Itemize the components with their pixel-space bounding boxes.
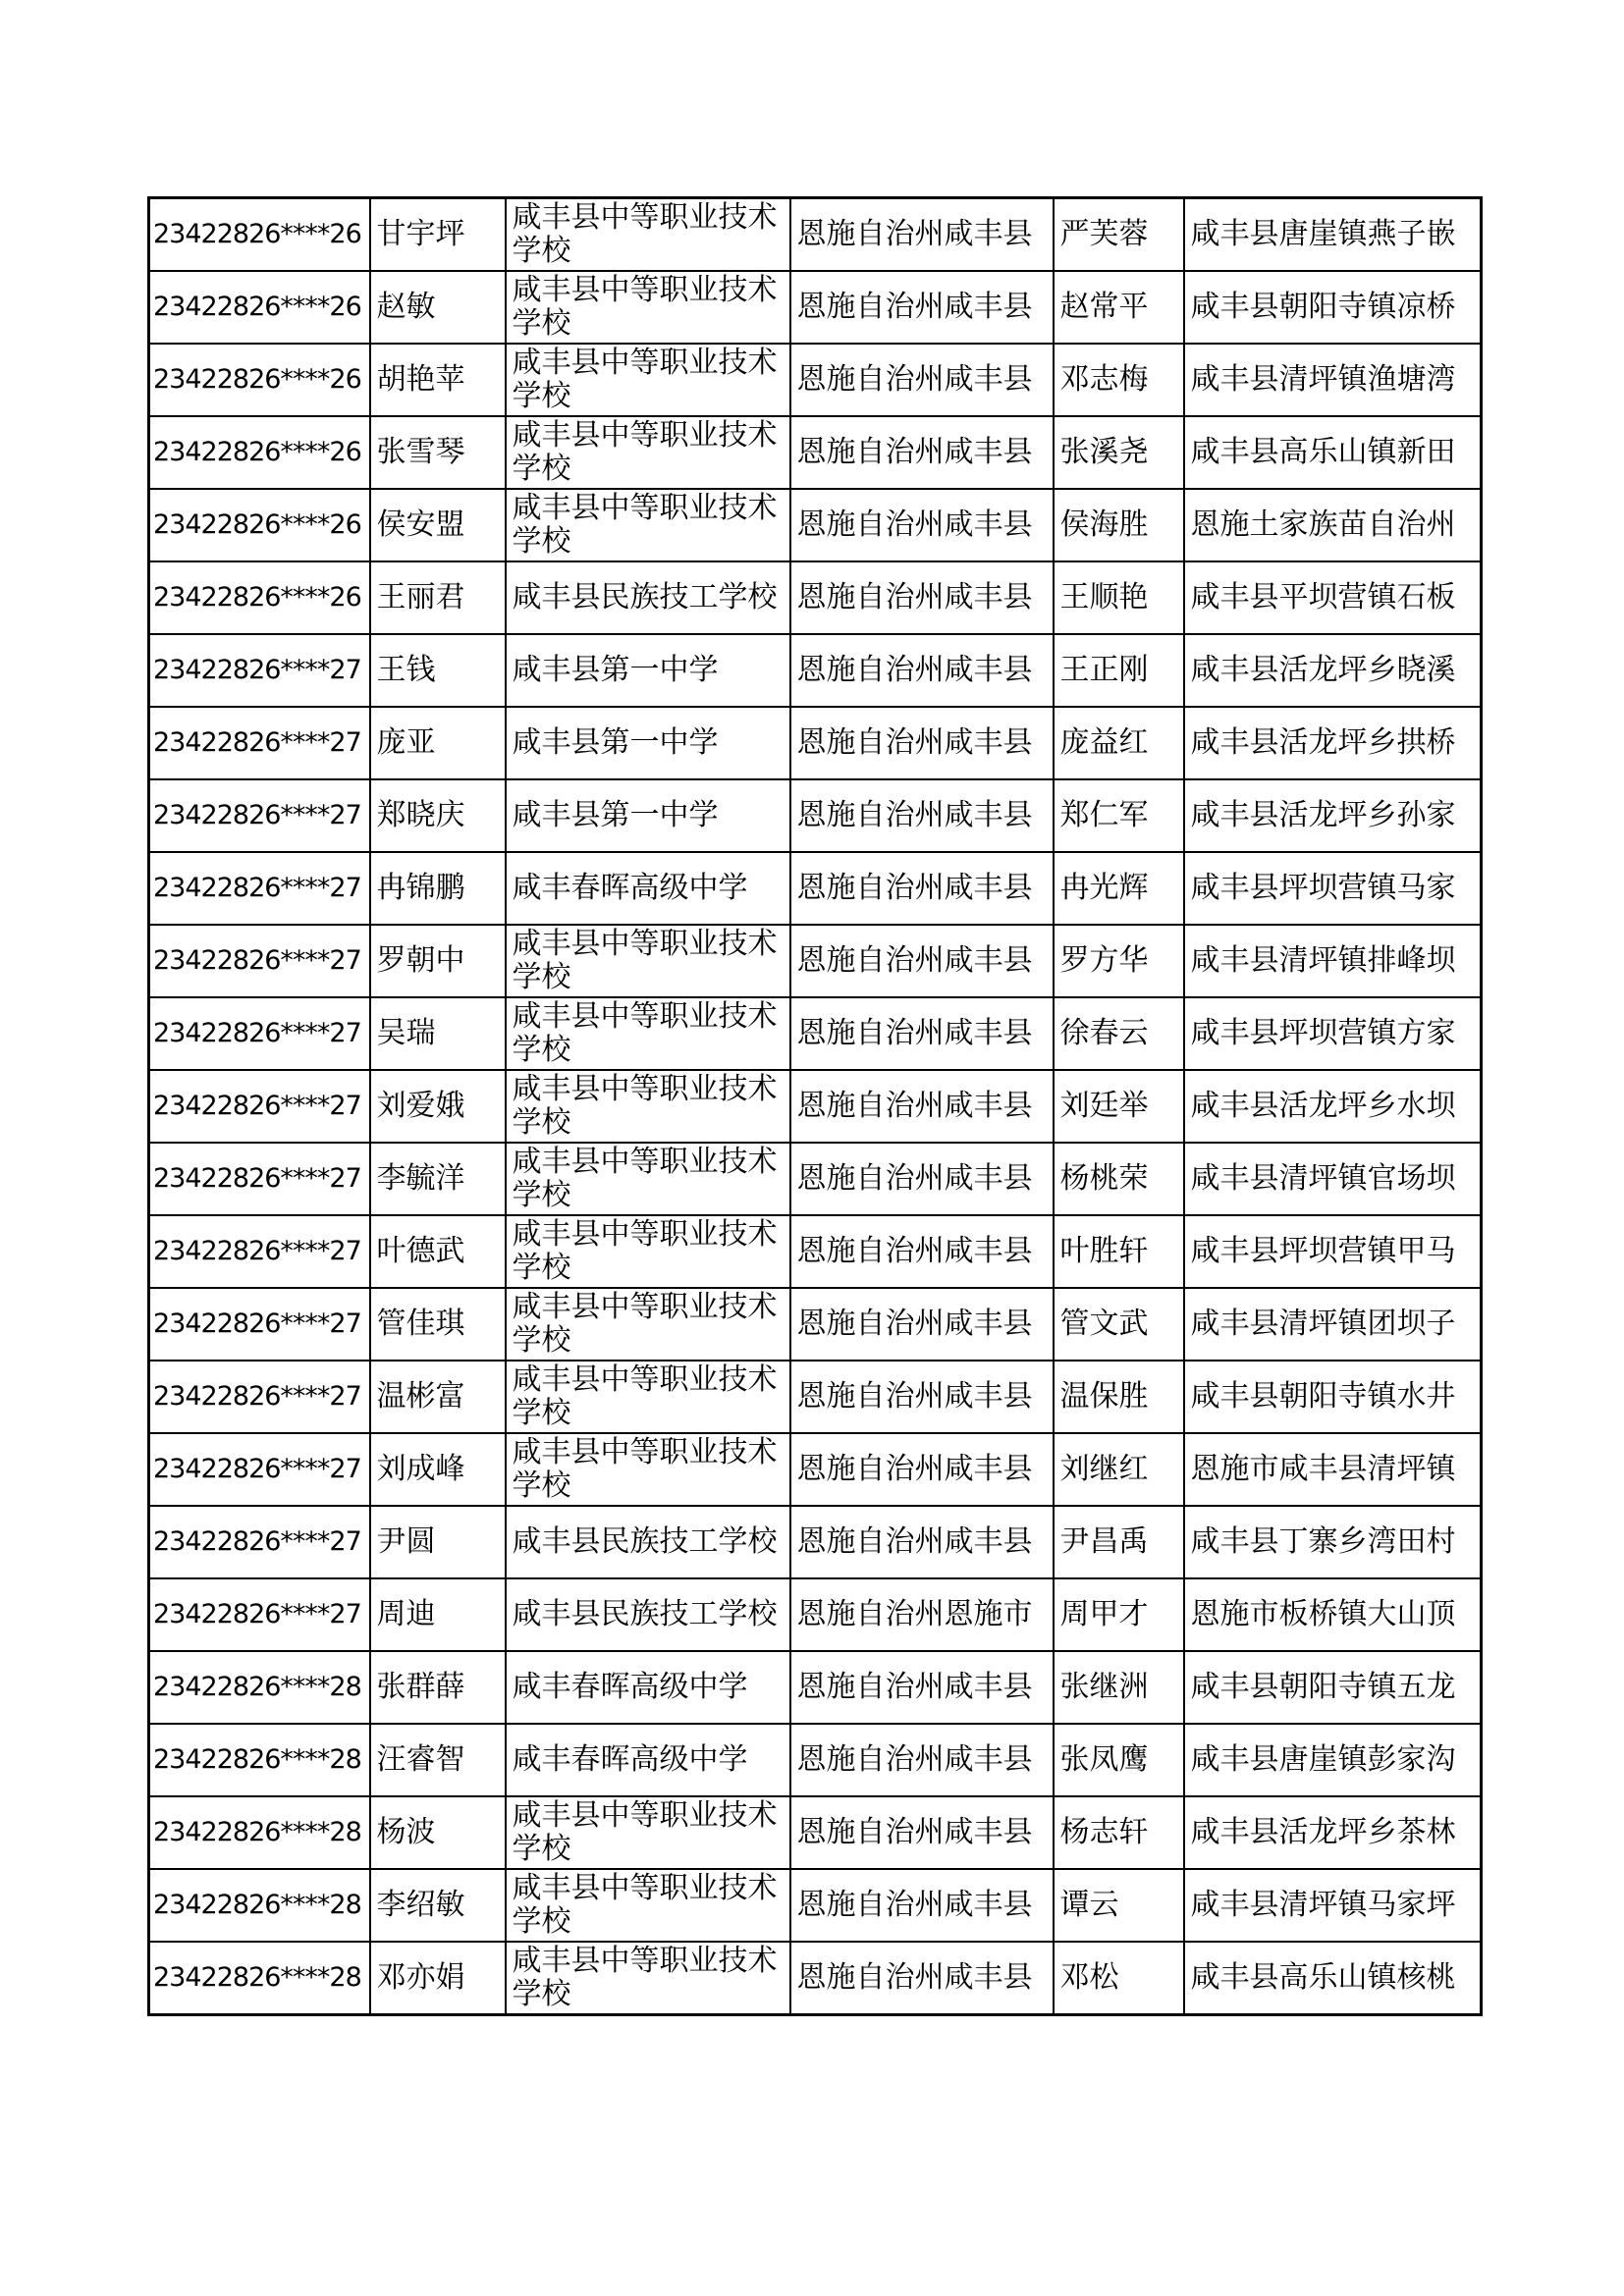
school-cell: 咸丰县第一中学 bbox=[506, 634, 790, 707]
address-cell: 咸丰县唐崖镇彭家沟 bbox=[1184, 1724, 1482, 1796]
guardian-name-cell: 温保胜 bbox=[1054, 1361, 1184, 1433]
region-cell: 恩施自治州咸丰县 bbox=[790, 1288, 1054, 1361]
table-row bbox=[149, 852, 1482, 925]
school-cell: 咸丰县中等职业技术学校 bbox=[506, 271, 790, 344]
student-id-cell: 23422826****27 bbox=[149, 852, 370, 925]
table-row bbox=[149, 925, 1482, 997]
region-cell: 恩施自治州咸丰县 bbox=[790, 198, 1054, 272]
region-cell: 恩施自治州咸丰县 bbox=[790, 1433, 1054, 1506]
student-name-cell: 邓亦娟 bbox=[370, 1942, 506, 2015]
student-name-cell: 温彬富 bbox=[370, 1361, 506, 1433]
table-row bbox=[149, 1070, 1482, 1143]
school-cell: 咸丰县中等职业技术学校 bbox=[506, 1361, 790, 1433]
student-name-cell: 李绍敏 bbox=[370, 1869, 506, 1942]
student-id-cell: 23422826****27 bbox=[149, 1361, 370, 1433]
region-cell: 恩施自治州咸丰县 bbox=[790, 416, 1054, 489]
student-id-cell: 23422826****28 bbox=[149, 1942, 370, 2015]
guardian-name-cell: 周甲才 bbox=[1054, 1578, 1184, 1651]
address-cell: 咸丰县丁寨乡湾田村 bbox=[1184, 1506, 1482, 1578]
address-cell: 恩施市咸丰县清坪镇 bbox=[1184, 1433, 1482, 1506]
table-row bbox=[149, 416, 1482, 489]
table-row bbox=[149, 1433, 1482, 1506]
student-name-cell: 李毓洋 bbox=[370, 1143, 506, 1215]
student-id-cell: 23422826****28 bbox=[149, 1651, 370, 1724]
table-row bbox=[149, 997, 1482, 1070]
guardian-name-cell: 庞益红 bbox=[1054, 707, 1184, 779]
address-cell: 咸丰县朝阳寺镇水井 bbox=[1184, 1361, 1482, 1433]
table-row bbox=[149, 707, 1482, 779]
region-cell: 恩施自治州咸丰县 bbox=[790, 271, 1054, 344]
address-cell: 咸丰县高乐山镇新田 bbox=[1184, 416, 1482, 489]
guardian-name-cell: 邓松 bbox=[1054, 1942, 1184, 2015]
student-id-cell: 23422826****27 bbox=[149, 1288, 370, 1361]
table-row bbox=[149, 1942, 1482, 2015]
school-cell: 咸丰县中等职业技术学校 bbox=[506, 489, 790, 561]
school-cell: 咸丰县中等职业技术学校 bbox=[506, 1796, 790, 1869]
student-id-cell: 23422826****26 bbox=[149, 416, 370, 489]
address-cell: 咸丰县高乐山镇核桃 bbox=[1184, 1942, 1482, 2015]
table-row bbox=[149, 271, 1482, 344]
address-cell: 咸丰县清坪镇官场坝 bbox=[1184, 1143, 1482, 1215]
table-row bbox=[149, 1361, 1482, 1433]
region-cell: 恩施自治州咸丰县 bbox=[790, 997, 1054, 1070]
school-cell: 咸丰春晖高级中学 bbox=[506, 852, 790, 925]
region-cell: 恩施自治州咸丰县 bbox=[790, 344, 1054, 416]
address-cell: 咸丰县坪坝营镇甲马 bbox=[1184, 1215, 1482, 1288]
address-cell: 咸丰县唐崖镇燕子嵌 bbox=[1184, 198, 1482, 272]
table-row bbox=[149, 1288, 1482, 1361]
guardian-name-cell: 刘继红 bbox=[1054, 1433, 1184, 1506]
table-row bbox=[149, 198, 1482, 272]
table-row bbox=[149, 1651, 1482, 1724]
table-row bbox=[149, 1724, 1482, 1796]
student-name-cell: 冉锦鹏 bbox=[370, 852, 506, 925]
table-row bbox=[149, 1143, 1482, 1215]
school-cell: 咸丰县中等职业技术学校 bbox=[506, 1070, 790, 1143]
address-cell: 咸丰县平坝营镇石板 bbox=[1184, 561, 1482, 634]
student-name-cell: 甘宇坪 bbox=[370, 198, 506, 272]
school-cell: 咸丰县民族技工学校 bbox=[506, 1578, 790, 1651]
guardian-name-cell: 邓志梅 bbox=[1054, 344, 1184, 416]
student-name-cell: 杨波 bbox=[370, 1796, 506, 1869]
guardian-name-cell: 管文武 bbox=[1054, 1288, 1184, 1361]
region-cell: 恩施自治州咸丰县 bbox=[790, 852, 1054, 925]
student-id-cell: 23422826****27 bbox=[149, 925, 370, 997]
student-name-cell: 庞亚 bbox=[370, 707, 506, 779]
address-cell: 恩施土家族苗自治州 bbox=[1184, 489, 1482, 561]
student-id-cell: 23422826****27 bbox=[149, 997, 370, 1070]
student-id-cell: 23422826****27 bbox=[149, 1143, 370, 1215]
address-cell: 咸丰县活龙坪乡孙家 bbox=[1184, 779, 1482, 852]
student-name-cell: 周迪 bbox=[370, 1578, 506, 1651]
student-name-cell: 胡艳苹 bbox=[370, 344, 506, 416]
region-cell: 恩施自治州咸丰县 bbox=[790, 707, 1054, 779]
student-name-cell: 刘成峰 bbox=[370, 1433, 506, 1506]
guardian-name-cell: 王顺艳 bbox=[1054, 561, 1184, 634]
student-id-cell: 23422826****28 bbox=[149, 1869, 370, 1942]
student-id-cell: 23422826****26 bbox=[149, 489, 370, 561]
student-name-cell: 张群薛 bbox=[370, 1651, 506, 1724]
guardian-name-cell: 叶胜轩 bbox=[1054, 1215, 1184, 1288]
student-name-cell: 管佳琪 bbox=[370, 1288, 506, 1361]
region-cell: 恩施自治州咸丰县 bbox=[790, 1724, 1054, 1796]
student-id-cell: 23422826****26 bbox=[149, 344, 370, 416]
region-cell: 恩施自治州咸丰县 bbox=[790, 1942, 1054, 2015]
student-roster-table bbox=[147, 196, 1483, 2016]
guardian-name-cell: 谭云 bbox=[1054, 1869, 1184, 1942]
table-row bbox=[149, 1215, 1482, 1288]
region-cell: 恩施自治州咸丰县 bbox=[790, 1869, 1054, 1942]
guardian-name-cell: 尹昌禹 bbox=[1054, 1506, 1184, 1578]
student-id-cell: 23422826****26 bbox=[149, 271, 370, 344]
student-name-cell: 王丽君 bbox=[370, 561, 506, 634]
student-name-cell: 赵敏 bbox=[370, 271, 506, 344]
address-cell: 咸丰县朝阳寺镇五龙 bbox=[1184, 1651, 1482, 1724]
school-cell: 咸丰县中等职业技术学校 bbox=[506, 997, 790, 1070]
student-name-cell: 刘爱娥 bbox=[370, 1070, 506, 1143]
region-cell: 恩施自治州咸丰县 bbox=[790, 779, 1054, 852]
region-cell: 恩施自治州咸丰县 bbox=[790, 1506, 1054, 1578]
address-cell: 恩施市板桥镇大山顶 bbox=[1184, 1578, 1482, 1651]
student-id-cell: 23422826****26 bbox=[149, 198, 370, 272]
student-id-cell: 23422826****26 bbox=[149, 561, 370, 634]
student-id-cell: 23422826****28 bbox=[149, 1796, 370, 1869]
student-id-cell: 23422826****27 bbox=[149, 634, 370, 707]
student-name-cell: 吴瑞 bbox=[370, 997, 506, 1070]
guardian-name-cell: 刘廷举 bbox=[1054, 1070, 1184, 1143]
region-cell: 恩施自治州咸丰县 bbox=[790, 1215, 1054, 1288]
address-cell: 咸丰县坪坝营镇马家 bbox=[1184, 852, 1482, 925]
student-id-cell: 23422826****27 bbox=[149, 779, 370, 852]
address-cell: 咸丰县清坪镇排峰坝 bbox=[1184, 925, 1482, 997]
address-cell: 咸丰县清坪镇渔塘湾 bbox=[1184, 344, 1482, 416]
guardian-name-cell: 杨桃荣 bbox=[1054, 1143, 1184, 1215]
guardian-name-cell: 赵常平 bbox=[1054, 271, 1184, 344]
region-cell: 恩施自治州恩施市 bbox=[790, 1578, 1054, 1651]
address-cell: 咸丰县活龙坪乡拱桥 bbox=[1184, 707, 1482, 779]
region-cell: 恩施自治州咸丰县 bbox=[790, 1143, 1054, 1215]
table-row bbox=[149, 344, 1482, 416]
school-cell: 咸丰春晖高级中学 bbox=[506, 1651, 790, 1724]
student-name-cell: 汪睿智 bbox=[370, 1724, 506, 1796]
school-cell: 咸丰县中等职业技术学校 bbox=[506, 1288, 790, 1361]
region-cell: 恩施自治州咸丰县 bbox=[790, 1651, 1054, 1724]
student-name-cell: 郑晓庆 bbox=[370, 779, 506, 852]
table-row bbox=[149, 1869, 1482, 1942]
guardian-name-cell: 徐春云 bbox=[1054, 997, 1184, 1070]
school-cell: 咸丰县民族技工学校 bbox=[506, 561, 790, 634]
guardian-name-cell: 罗方华 bbox=[1054, 925, 1184, 997]
guardian-name-cell: 严芙蓉 bbox=[1054, 198, 1184, 272]
region-cell: 恩施自治州咸丰县 bbox=[790, 1361, 1054, 1433]
table-row bbox=[149, 779, 1482, 852]
table-row bbox=[149, 1578, 1482, 1651]
student-id-cell: 23422826****27 bbox=[149, 1578, 370, 1651]
school-cell: 咸丰县中等职业技术学校 bbox=[506, 1433, 790, 1506]
address-cell: 咸丰县清坪镇团坝子 bbox=[1184, 1288, 1482, 1361]
school-cell: 咸丰春晖高级中学 bbox=[506, 1724, 790, 1796]
address-cell: 咸丰县坪坝营镇方家 bbox=[1184, 997, 1482, 1070]
region-cell: 恩施自治州咸丰县 bbox=[790, 561, 1054, 634]
address-cell: 咸丰县清坪镇马家坪 bbox=[1184, 1869, 1482, 1942]
student-id-cell: 23422826****27 bbox=[149, 1506, 370, 1578]
region-cell: 恩施自治州咸丰县 bbox=[790, 925, 1054, 997]
address-cell: 咸丰县活龙坪乡水坝 bbox=[1184, 1070, 1482, 1143]
guardian-name-cell: 郑仁军 bbox=[1054, 779, 1184, 852]
table-row bbox=[149, 1796, 1482, 1869]
school-cell: 咸丰县第一中学 bbox=[506, 779, 790, 852]
student-id-cell: 23422826****27 bbox=[149, 1070, 370, 1143]
table-row bbox=[149, 489, 1482, 561]
school-cell: 咸丰县中等职业技术学校 bbox=[506, 1942, 790, 2015]
region-cell: 恩施自治州咸丰县 bbox=[790, 1796, 1054, 1869]
address-cell: 咸丰县活龙坪乡晓溪 bbox=[1184, 634, 1482, 707]
region-cell: 恩施自治州咸丰县 bbox=[790, 634, 1054, 707]
student-id-cell: 23422826****27 bbox=[149, 1215, 370, 1288]
school-cell: 咸丰县第一中学 bbox=[506, 707, 790, 779]
region-cell: 恩施自治州咸丰县 bbox=[790, 1070, 1054, 1143]
student-id-cell: 23422826****27 bbox=[149, 707, 370, 779]
student-name-cell: 尹圆 bbox=[370, 1506, 506, 1578]
address-cell: 咸丰县活龙坪乡茶林 bbox=[1184, 1796, 1482, 1869]
school-cell: 咸丰县中等职业技术学校 bbox=[506, 344, 790, 416]
guardian-name-cell: 冉光辉 bbox=[1054, 852, 1184, 925]
school-cell: 咸丰县民族技工学校 bbox=[506, 1506, 790, 1578]
guardian-name-cell: 张溪尧 bbox=[1054, 416, 1184, 489]
guardian-name-cell: 张继洲 bbox=[1054, 1651, 1184, 1724]
student-name-cell: 罗朝中 bbox=[370, 925, 506, 997]
student-name-cell: 侯安盟 bbox=[370, 489, 506, 561]
school-cell: 咸丰县中等职业技术学校 bbox=[506, 416, 790, 489]
address-cell: 咸丰县朝阳寺镇凉桥 bbox=[1184, 271, 1482, 344]
school-cell: 咸丰县中等职业技术学校 bbox=[506, 1215, 790, 1288]
student-name-cell: 张雪琴 bbox=[370, 416, 506, 489]
guardian-name-cell: 侯海胜 bbox=[1054, 489, 1184, 561]
table-row bbox=[149, 561, 1482, 634]
guardian-name-cell: 杨志轩 bbox=[1054, 1796, 1184, 1869]
guardian-name-cell: 王正刚 bbox=[1054, 634, 1184, 707]
guardian-name-cell: 张凤鹰 bbox=[1054, 1724, 1184, 1796]
school-cell: 咸丰县中等职业技术学校 bbox=[506, 1869, 790, 1942]
student-id-cell: 23422826****27 bbox=[149, 1433, 370, 1506]
school-cell: 咸丰县中等职业技术学校 bbox=[506, 925, 790, 997]
student-name-cell: 王钱 bbox=[370, 634, 506, 707]
student-name-cell: 叶德武 bbox=[370, 1215, 506, 1288]
table-row bbox=[149, 634, 1482, 707]
region-cell: 恩施自治州咸丰县 bbox=[790, 489, 1054, 561]
school-cell: 咸丰县中等职业技术学校 bbox=[506, 198, 790, 272]
roster-body bbox=[149, 198, 1482, 2015]
student-id-cell: 23422826****28 bbox=[149, 1724, 370, 1796]
table-row bbox=[149, 1506, 1482, 1578]
school-cell: 咸丰县中等职业技术学校 bbox=[506, 1143, 790, 1215]
